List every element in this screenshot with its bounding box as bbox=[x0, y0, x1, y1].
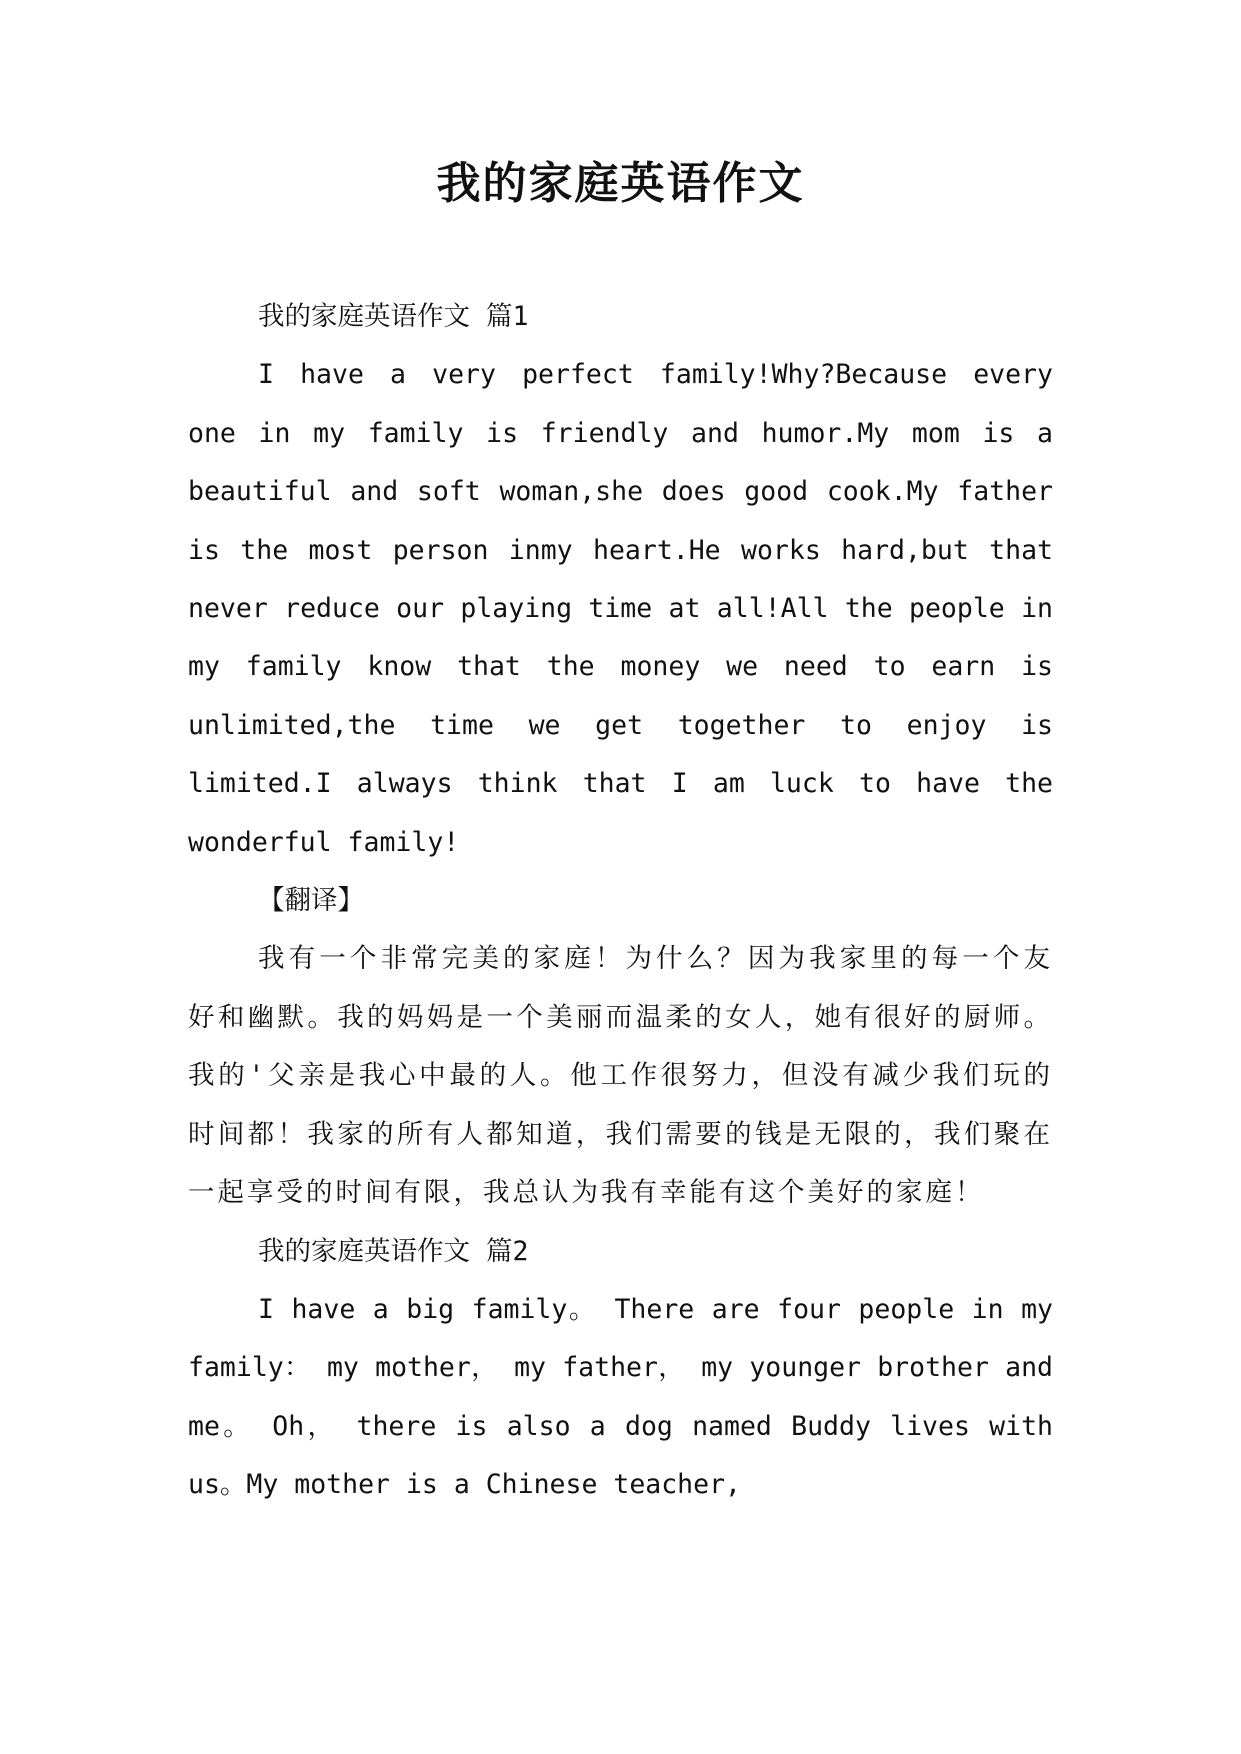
translation-label: 【翻译】 bbox=[258, 885, 364, 917]
section-2-english-paragraph: I have a big family。 There are four people in my family： my mother， my father， my younger brother and me。 Oh， there is also a dog named Buddy lives with us。My mother is a Chinese teacher, bbox=[188, 1293, 1053, 1501]
section-2-heading: 我的家庭英语作文 篇2 bbox=[258, 1235, 529, 1267]
section-1-heading: 我的家庭英语作文 篇1 bbox=[258, 301, 529, 332]
section-1-translation-paragraph: 我有一个非常完美的家庭！为什么？因为我家里的每一个友好和幽默。我的妈妈是一个美丽而温柔的女人，她有很好的厨师。我的'父亲是我心中最的人。他工作很努力，但没有减少我们玩的时间都！我家的所有人都知道，我们需要的钱是无限的，我们聚在一起享受的时间有限，我总认为我有幸能有这个美好的家庭！ bbox=[188, 943, 1053, 1209]
document-body bbox=[188, 288, 1053, 1515]
document-title: 我的家庭英语作文 bbox=[436, 158, 805, 209]
section-1-english-paragraph: I have a very perfect family!Why?Because every one in my family is friendly and humor.My mom is a beautiful and soft woman,she does good cook.My father is the most person inmy heart.He works hard,but that never reduce our playing time at all!All the people in my family know that the money we need to earn is unlimited,the time we get together to enjoy is limited.I always think that I am luck to have the wonderful family! bbox=[188, 359, 1053, 858]
